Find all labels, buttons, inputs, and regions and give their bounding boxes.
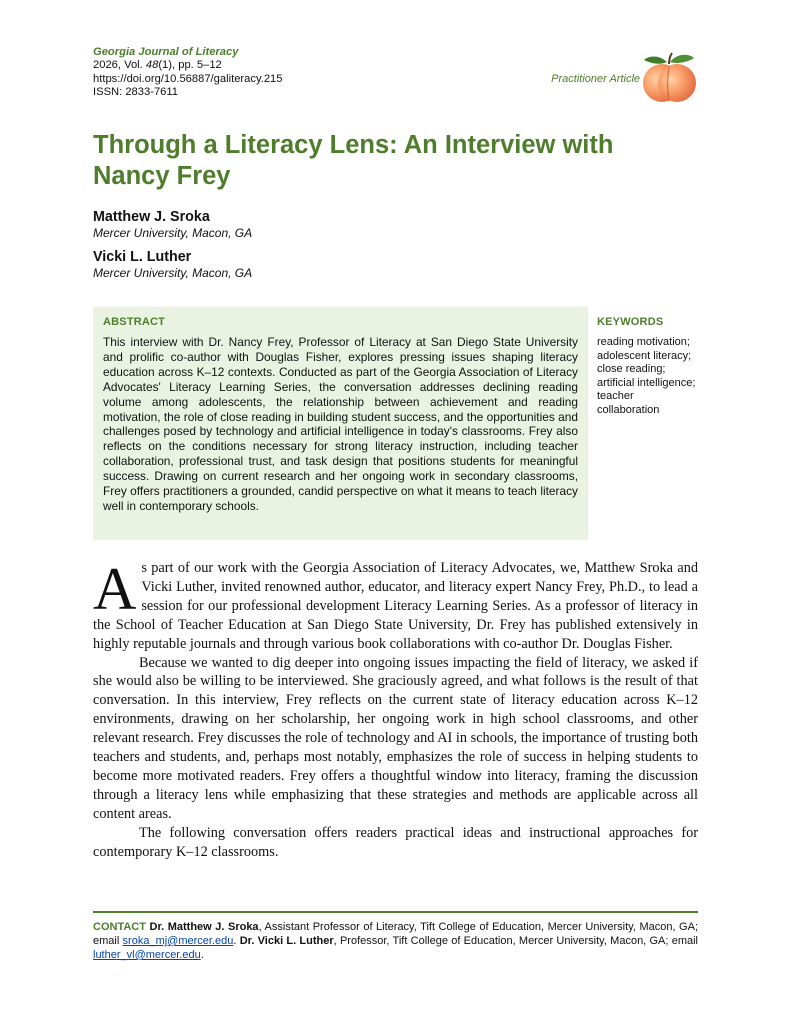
contact-sep: . [233, 935, 240, 947]
journal-header [93, 46, 283, 99]
email-link-1[interactable]: sroka_mj@mercer.edu [122, 935, 234, 947]
issn: ISSN: 2833-7611 [93, 85, 178, 98]
author-name: Matthew J. Sroka [93, 209, 210, 225]
keywords-block [597, 316, 697, 418]
volume-line [93, 59, 283, 72]
author-affiliation: Mercer University, Macon, GA [93, 226, 253, 240]
doi-link[interactable]: https://doi.org/10.56887/galiteracy.215 [93, 72, 283, 85]
abstract-box [93, 307, 588, 540]
contact-name-2: Dr. Vicki L. Luther [239, 935, 334, 947]
abstract-heading: ABSTRACT [103, 316, 166, 328]
author-affiliation: Mercer University, Macon, GA [93, 266, 253, 280]
keywords-list: reading motivation; adolescent literacy; close reading; artificial intelligence; teacher collaboration [597, 336, 696, 416]
email-link-2[interactable]: luther_vl@mercer.edu [93, 949, 201, 961]
author-block-1 [93, 209, 252, 241]
article-title: Through a Literacy Lens: An Interview with Nancy Frey [93, 131, 614, 190]
author-name: Vicki L. Luther [93, 249, 192, 265]
contact-end: . [200, 949, 204, 961]
body-paragraph: The following conversation offers readers practical ideas and instructional approaches for contemporary K–12 classrooms. [93, 824, 698, 860]
body-paragraph: Because we wanted to dig deeper into ongoing issues impacting the field of literacy, we asked if she would also be willing to be interviewed. She graciously agreed, and what follows is the result of that conversation. In this interview, Frey reflects on the current state of literacy education across K–12 environments, drawing on her scholarship, her ongoing work in high school classrooms, and other relevant research. Frey discusses the role of technology and AI in schools, the importance of trusting both teachers and students, and, perhaps most notably, emphasizes the role of success in helping students to become more motivated readers. Frey offers a thoughtful window into literacy, framing the discussion through a literacy lens while emphasizing that these strategies and methods are applicable across all content areas. [93, 654, 698, 822]
contact-name-1: Dr. Matthew J. Sroka [149, 921, 259, 933]
abstract-text: This interview with Dr. Nancy Frey, Professor of Literacy at San Diego State University and prolific co-author with Douglas Fisher, explores pressing issues shaping literacy education across K–12 contexts. Conducted as part of the Georgia Association of Literacy Advocates' Literacy Learning Series, the conversation addresses declining reading volume among adolescents, the relationship between achievement and reading motivation, the role of close reading in building student success, and the opportunities and challenges posed by technology and artificial intelligence in today's classrooms. Frey also reflects on the conditions necessary for strong literacy instruction, including teacher collaboration, professional trust, and task design that positions students for meaningful success. Drawing on current research and her ongoing work in secondary classrooms, Frey offers practitioners a grounded, candid perspective on what it means to teach literacy well in contemporary schools. [103, 335, 578, 513]
drop-cap: A [93, 556, 137, 622]
body-paragraph [93, 556, 698, 654]
contact-footnote [93, 920, 698, 962]
paragraph-text: s part of our work with the Georgia Association of Literacy Advocates, we, Matthew Sroka and Vicki Luther, invited renowned author, educator, and literacy expert Nancy Frey, Ph.D., to lead a session for our professional development Literacy Learning Series. As a professor of literacy in the School of Teacher Education at San Diego State University, Dr. Frey has published extensively in highly reputable journals and through various book collaborations with co-author Dr. Douglas Fisher. [93, 560, 698, 652]
journal-name: Georgia Journal of Literacy [93, 46, 239, 58]
contact-desc-1: , Assistant Professor of Literacy, Tift College of Education, Mercer University, Macon, GA; email [93, 921, 699, 947]
footer-divider [93, 911, 698, 913]
contact-desc-2: , Professor, Tift College of Education, Mercer University, Macon, GA; email [333, 935, 698, 947]
article-type-label: Practitioner Article [551, 73, 640, 85]
volume-number: 48 [145, 59, 159, 72]
volume-prefix: 2026, Vol. [93, 59, 146, 72]
contact-label: CONTACT [93, 921, 146, 933]
volume-suffix: (1), pp. 5–12 [158, 59, 222, 72]
article-body [93, 556, 698, 862]
keywords-heading: KEYWORDS [597, 316, 664, 328]
author-block-2 [93, 249, 252, 281]
peach-icon [640, 48, 698, 106]
